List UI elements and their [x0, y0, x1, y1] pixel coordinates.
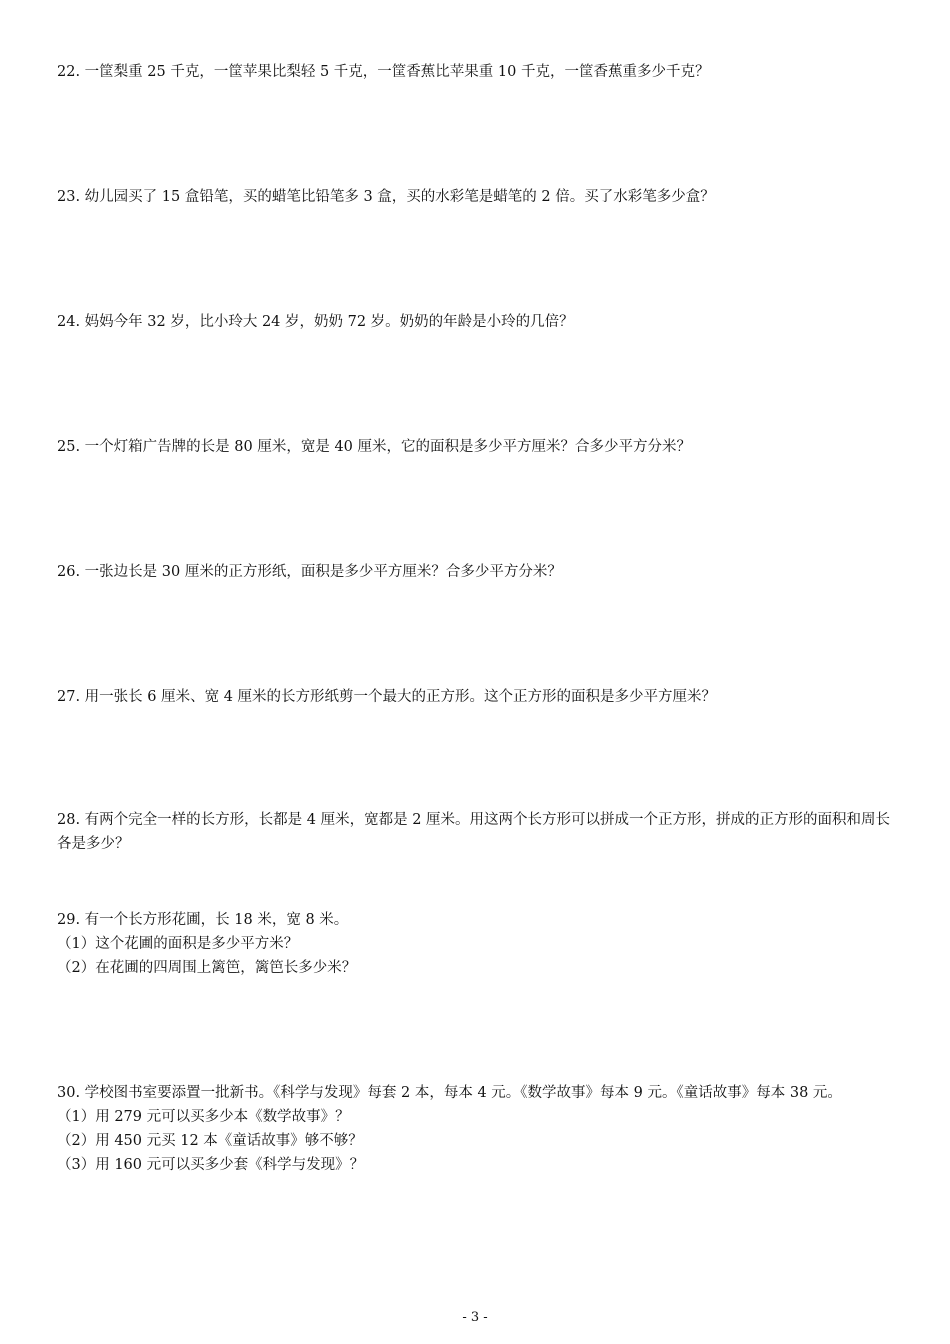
- question-30-text: 30. 学校图书室要添置一批新书。《科学与发现》每套 2 本，每本 4 元。《数学故事》每本 9 元。《童话故事》每本 38 元。: [57, 1085, 842, 1101]
- question-29-text: 29. 有一个长方形花圃，长 18 米，宽 8 米。: [57, 912, 349, 928]
- question-29-part-1: （1）这个花圃的面积是多少平方米？: [57, 936, 299, 952]
- question-26: [57, 560, 897, 584]
- question-30-part-1: （1）用 279 元可以买多少本《数学故事》？: [57, 1109, 350, 1125]
- question-22-text: 22. 一筐梨重 25 千克，一筐苹果比梨轻 5 千克，一筐香蕉比苹果重 10 千克，一筐香蕉重多少千克？: [57, 64, 710, 80]
- question-22: [57, 60, 897, 84]
- question-30-part-2: （2）用 450 元买 12 本《童话故事》够不够？: [57, 1133, 363, 1149]
- question-25-text: 25. 一个灯箱广告牌的长是 80 厘米，宽是 40 厘米，它的面积是多少平方厘米？合多少平方分米？: [57, 439, 692, 455]
- question-26-text: 26. 一张边长是 30 厘米的正方形纸，面积是多少平方厘米？合多少平方分米？: [57, 564, 562, 580]
- question-30-part-3: （3）用 160 元可以买多少套《科学与发现》？: [57, 1157, 365, 1173]
- question-29-part-2: （2）在花圃的四周围上篱笆，篱笆长多少米？: [57, 960, 357, 976]
- question-28: [57, 808, 897, 856]
- question-29: [57, 908, 897, 980]
- question-24-text: 24. 妈妈今年 32 岁，比小玲大 24 岁，奶奶 72 岁。奶奶的年龄是小玲的几倍？: [57, 314, 574, 330]
- question-30: [57, 1081, 897, 1177]
- question-27-text: 27. 用一张长 6 厘米、宽 4 厘米的长方形纸剪一个最大的正方形。这个正方形的面积是多少平方厘米？: [57, 689, 717, 705]
- question-24: [57, 310, 897, 334]
- question-27: [57, 685, 897, 709]
- question-23: [57, 185, 897, 209]
- page-number: - 3 -: [462, 1310, 488, 1325]
- question-28-text: 28. 有两个完全一样的长方形，长都是 4 厘米，宽都是 2 厘米。用这两个长方形可以拼成一个正方形，拼成的正方形的面积和周长各是多少？: [57, 812, 891, 852]
- question-25: [57, 435, 897, 459]
- question-23-text: 23. 幼儿园买了 15 盒铅笔，买的蜡笔比铅笔多 3 盒，买的水彩笔是蜡笔的 2 倍。买了水彩笔多少盒？: [57, 189, 715, 205]
